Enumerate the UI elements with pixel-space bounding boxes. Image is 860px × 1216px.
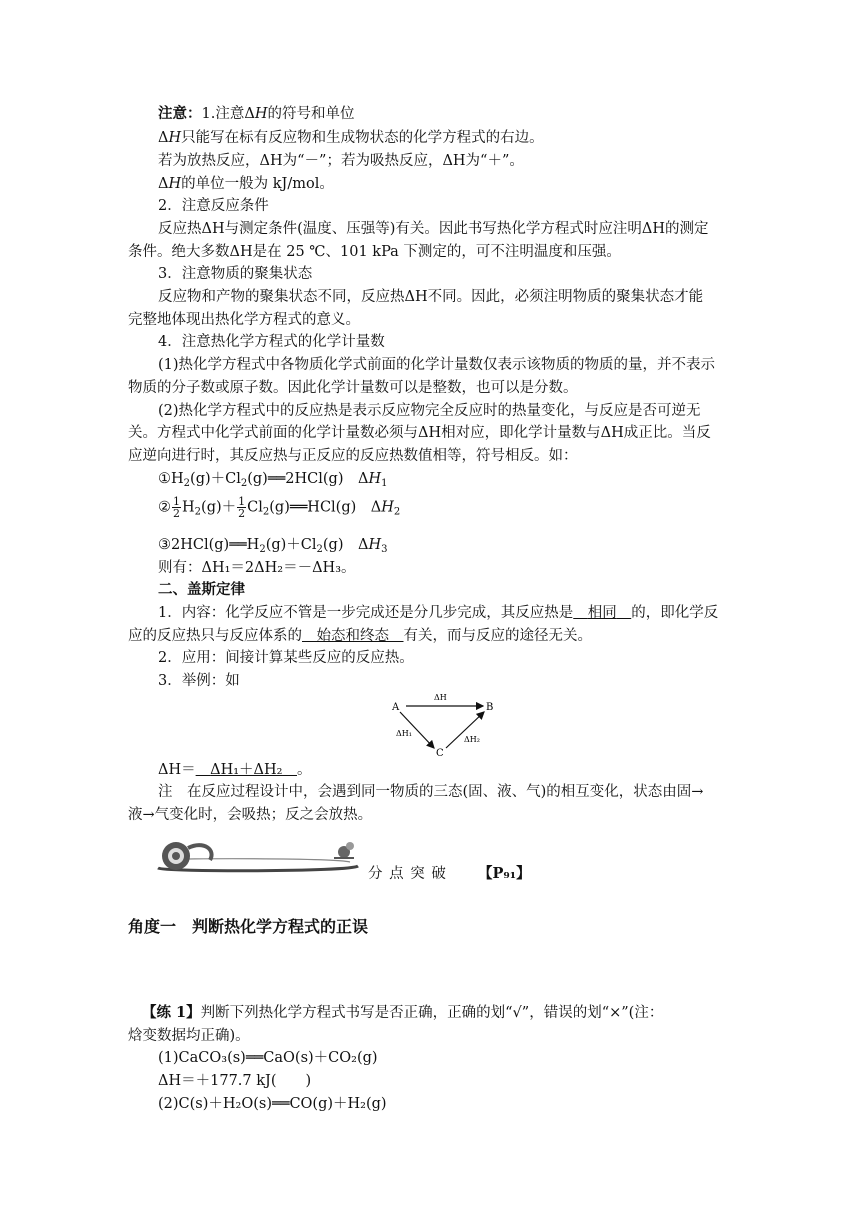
section-banner [154, 836, 364, 886]
note-text: 的单位一般为 kJ/mol。 [181, 176, 334, 192]
blank-answer: 始态和终态 [316, 628, 389, 644]
hess-example: 3．举例：如 [158, 673, 240, 689]
note-state-change-2: 液→气变化时，会吸热；反之会放热。 [128, 807, 373, 823]
exercise-delta-h-1: ΔH＝＋177.7 kJ( ) [158, 1073, 312, 1089]
exercise-equation-2: (2)C(s)＋H₂O(s)══CO(g)＋H₂(g) [158, 1096, 387, 1112]
paragraph-line: 反应热ΔH与测定条件(温度、压强等)有关。因此书写热化学方程式时应注明ΔH的测定 [158, 221, 709, 237]
hess-text: 1．内容：化学反应不管是一步完成还是分几步完成，其反应热是 [158, 605, 574, 621]
equation-3: $③2HCl(g)══H_2(g)+Cl_2(g)$ $\Delta H_3$ [158, 537, 388, 555]
hess-application: 2．应用：间接计算某些反应的反应热。 [158, 650, 414, 666]
exercise-tag: 【练 1】 [142, 1004, 201, 1021]
note-text: Δ [158, 130, 169, 146]
hess-text: 。 [296, 762, 312, 778]
note-text: 1.注意Δ [201, 106, 255, 122]
hess-text: 的，即化学反 [631, 605, 719, 621]
label-delta-h1: ΔH₁ [396, 729, 412, 738]
delta-h-sum [158, 760, 311, 780]
paragraph-line: 条件。绝大多数ΔH是在 25 ℃、101 kPa 下测定的，可不注明温度和压强。 [128, 244, 621, 260]
note-text: H [168, 130, 182, 146]
section-title-hess: 二、盖斯定律 [158, 581, 245, 598]
note-text: Δ [158, 176, 169, 192]
banner-page-ref: 【P₉₁】 [478, 865, 531, 882]
node-c: C [436, 748, 444, 758]
hess-text: 应的反应热只与反应体系的 [128, 628, 302, 644]
exercise-line-2: 焓变数据均正确)。 [128, 1028, 250, 1044]
note-text: 的符号和单位 [267, 106, 355, 122]
note-state-change-1: 注 在反应过程设计中，会遇到同一物质的三态(固、液、气)的相互变化，状态由固→ [158, 784, 704, 800]
label-delta-h2: ΔH₂ [464, 735, 480, 744]
exercise-line-1 [142, 1003, 663, 1023]
heading-coefficients: 4．注意热化学方程式的化学计量数 [158, 334, 385, 350]
note-text: H [254, 106, 268, 122]
blank-answer: 相同 [587, 605, 617, 621]
equation-2: ② $\frac{1}{2}$ $H_2(g)+$ $\frac{1}{2}$ $Cl_2(g)══HCl(g)$ $\Delta H_2$ [158, 495, 401, 520]
relation-result: 则有：ΔH₁＝2ΔH₂＝－ΔH₃。 [158, 560, 356, 576]
fraction-half: $\frac{1}{2}$ [238, 495, 246, 520]
heading-aggregate-state: 3．注意物质的聚集状态 [158, 266, 313, 282]
note-text: H [168, 176, 182, 192]
hess-content-line-2 [128, 626, 592, 646]
exercise-equation-1: (1)CaCO₃(s)══CaO(s)＋CO₂(g) [158, 1050, 378, 1066]
node-b: B [486, 702, 494, 713]
paragraph-line: 物质的分子数或原子数。因此化学计量数可以是整数，也可以是分数。 [128, 380, 578, 396]
hess-triangle-diagram [388, 686, 500, 758]
hess-text: ΔH＝ [158, 762, 196, 778]
paragraph-line: 反应物和产物的聚集状态不同，反应热ΔH不同。因此，必须注明物质的聚集状态才能 [158, 289, 704, 305]
label-delta-h: ΔH [434, 693, 447, 702]
hess-text: 有关，而与反应的途径无关。 [403, 628, 592, 644]
heading-reaction-conditions: 2．注意反应条件 [158, 198, 269, 214]
note-label: 注意： [158, 105, 202, 122]
paragraph-line: 应逆向进行时，其反应热与正反应的反应热数值相等，符号相反。如： [128, 448, 578, 464]
angle-heading: 角度一 判断热化学方程式的正误 [128, 917, 369, 936]
blank-answer: ΔH₁＋ΔH₂ [210, 762, 283, 778]
note-line-2 [158, 128, 544, 148]
note-line-1 [158, 104, 354, 124]
paragraph-line: (1)热化学方程式中各物质化学式前面的化学计量数仅表示该物质的物质的量，并不表示 [158, 357, 716, 373]
banner-ornament-icon [154, 836, 364, 882]
note-line-4 [158, 174, 334, 194]
paragraph-line: (2)热化学方程式中的反应热是表示反应物完全反应时的热量变化，与反应是否可逆无 [158, 403, 701, 419]
fraction-half: $\frac{1}{2}$ [173, 495, 180, 520]
paragraph-line: 关。方程式中化学式前面的化学计量数必须与ΔH相对应，即化学计量数与ΔH成正比。当反 [128, 425, 711, 441]
banner-title: 分 点 突 破 [368, 866, 447, 882]
hess-content-line-1 [158, 603, 718, 623]
note-line-3: 若为放热反应，ΔH为“－”；若为吸热反应，ΔH为“＋”。 [158, 153, 524, 169]
equation-1: $①H_2(g)+Cl_2(g)══2HCl(g)$ $\Delta H_1$ [158, 471, 388, 489]
note-text: 只能写在标有反应物和生成物状态的化学方程式的右边。 [181, 130, 544, 146]
node-a: A [392, 702, 400, 713]
paragraph-line: 完整地体现出热化学方程式的意义。 [128, 312, 360, 328]
exercise-text: 判断下列热化学方程式书写是否正确，正确的划“√”，错误的划“×”(注： [200, 1005, 664, 1021]
